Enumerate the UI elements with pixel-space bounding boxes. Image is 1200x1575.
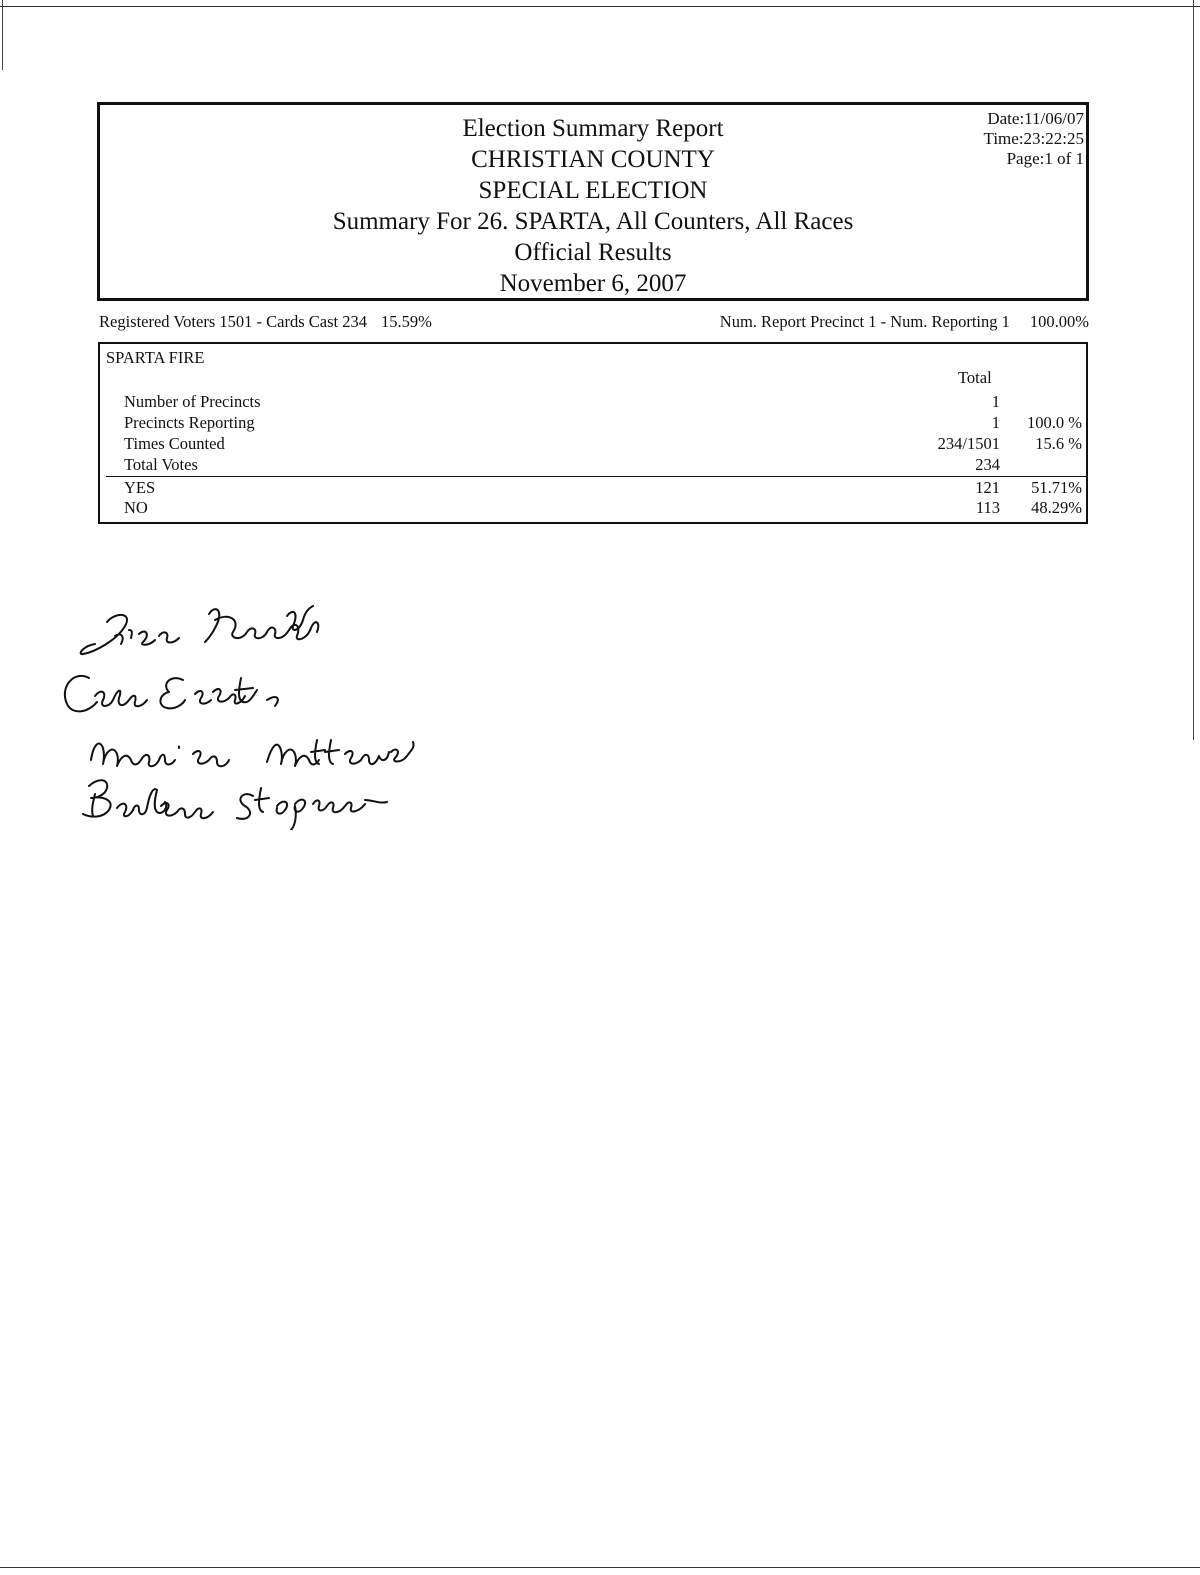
signature-1	[81, 606, 319, 654]
choice-percent: 51.71%	[1031, 478, 1082, 497]
stat-label: Total Votes	[124, 455, 198, 474]
election-date: November 6, 2007	[499, 270, 687, 297]
choice-votes: 121	[975, 478, 1000, 497]
report-title-block	[100, 113, 1086, 299]
county-name: CHRISTIAN COUNTY	[471, 146, 715, 173]
signature-4	[83, 780, 387, 830]
results-status: Official Results	[514, 239, 672, 266]
choices-divider	[106, 476, 1086, 477]
choice-votes: 113	[975, 498, 1000, 517]
turnout-percent: 15.59%	[380, 312, 432, 331]
total-column-header: Total	[958, 368, 992, 387]
scan-edge-left	[2, 0, 3, 70]
stat-value: 234	[975, 455, 1000, 474]
precinct-reporting-text: Num. Report Precinct 1 - Num. Reporting 1	[719, 312, 1010, 331]
stat-value: 1	[991, 413, 1000, 432]
report-meta	[984, 109, 1084, 169]
scan-edge-top	[0, 6, 1200, 7]
stat-label: Number of Precincts	[124, 392, 261, 411]
stat-row	[100, 413, 1086, 435]
reporting-percent: 100.00%	[1029, 312, 1089, 331]
precinct-reporting-summary	[720, 312, 1089, 332]
stat-row	[100, 434, 1086, 456]
stat-label: Times Counted	[124, 434, 225, 453]
scan-edge-right	[1193, 0, 1194, 740]
signature-3	[91, 740, 414, 766]
stat-row	[100, 455, 1086, 477]
report-page: Page:1 of 1	[1006, 149, 1084, 168]
signature-2	[65, 676, 278, 712]
stat-value: 234/1501	[937, 434, 1000, 453]
race-title: SPARTA FIRE	[106, 348, 205, 367]
election-type: SPECIAL ELECTION	[478, 177, 708, 204]
registered-voters-summary	[99, 312, 432, 332]
scan-edge-bottom	[0, 1567, 1200, 1568]
stat-row	[100, 392, 1086, 414]
registered-voters-text: Registered Voters 1501 - Cards Cast 234	[99, 312, 367, 331]
choice-label: NO	[124, 498, 148, 517]
choice-percent: 48.29%	[1031, 498, 1082, 517]
stat-percent: 100.0 %	[1027, 413, 1082, 432]
signatures-block	[55, 600, 475, 830]
stat-percent: 15.6 %	[1035, 434, 1082, 453]
race-results-box	[98, 342, 1088, 524]
choice-row-yes	[100, 478, 1086, 500]
report-title: Election Summary Report	[462, 115, 724, 142]
stat-label: Precincts Reporting	[124, 413, 255, 432]
report-time: Time:23:22:25	[983, 129, 1084, 148]
report-date: Date:11/06/07	[987, 109, 1084, 128]
choice-label: YES	[124, 478, 156, 497]
stat-value: 1	[991, 392, 1000, 411]
choice-row-no	[100, 498, 1086, 520]
report-header-box	[97, 102, 1089, 301]
summary-scope: Summary For 26. SPARTA, All Counters, All Races	[332, 208, 854, 235]
